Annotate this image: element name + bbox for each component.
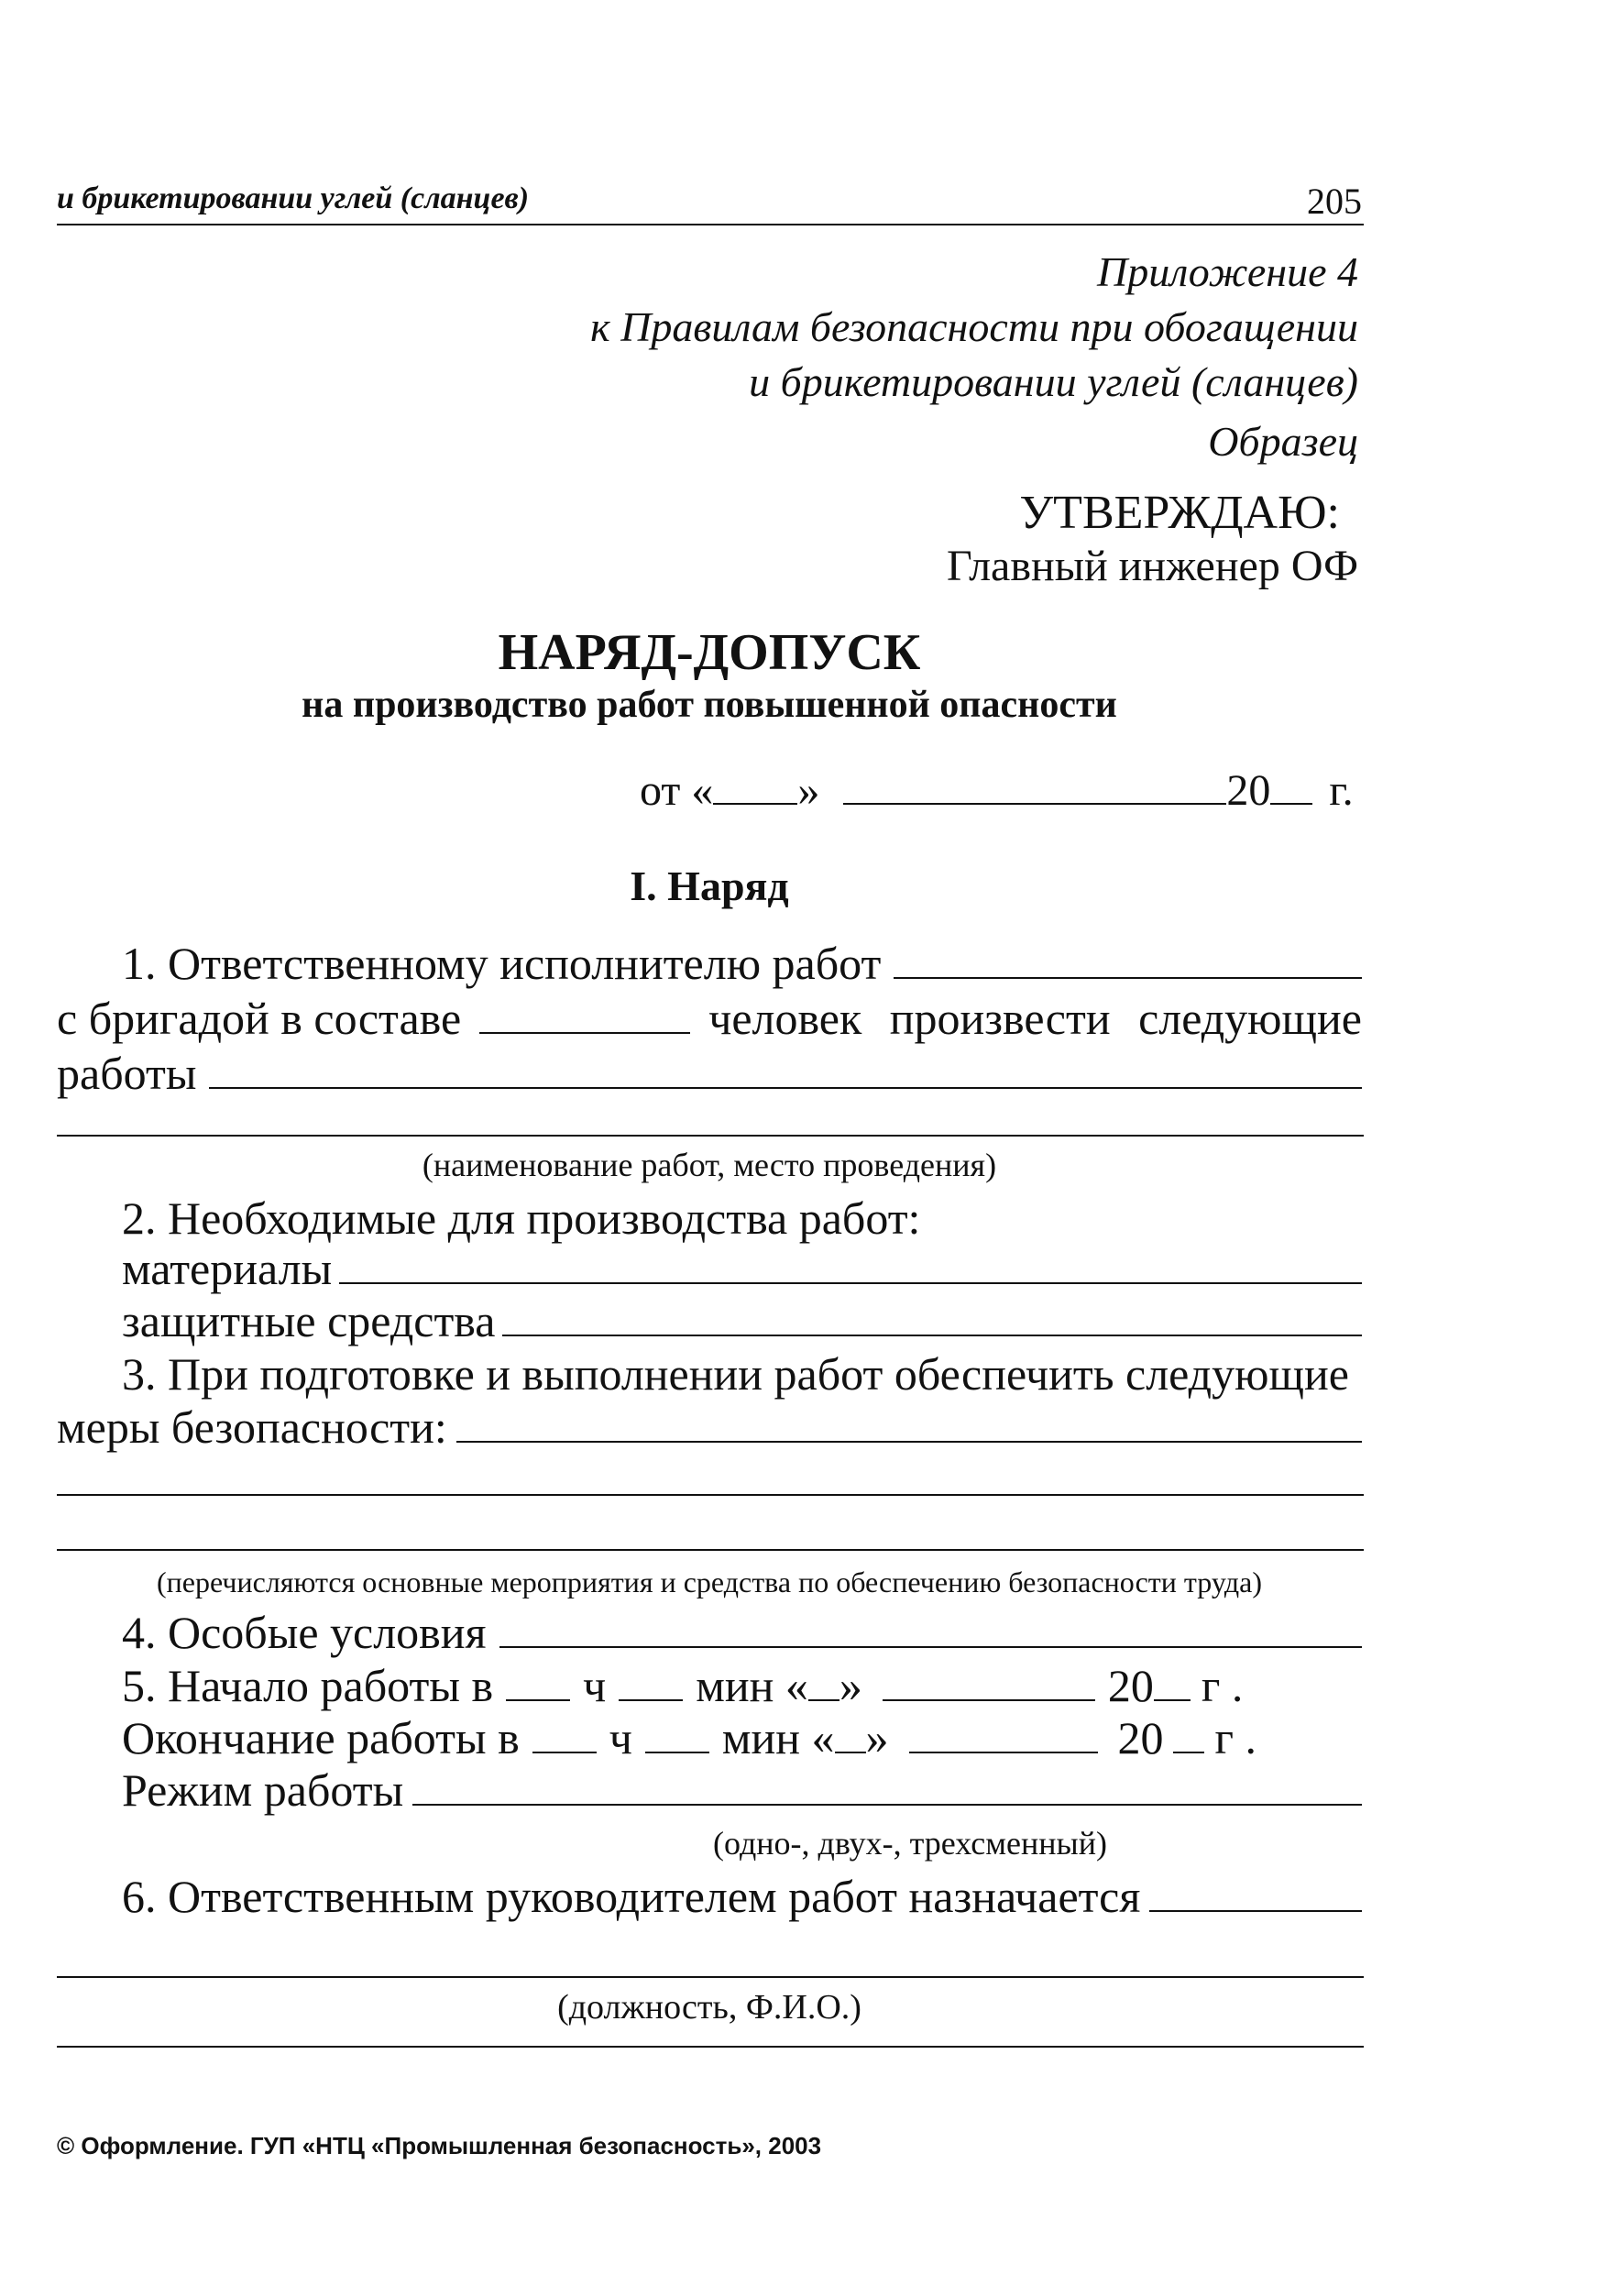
executor-blank[interactable] — [894, 976, 1362, 979]
end-time-line — [57, 1711, 1362, 1764]
item1-text-c: работы — [57, 1048, 197, 1099]
note-position-name: (должность, Ф.И.О.) — [557, 1988, 861, 2027]
date-line — [640, 765, 1354, 816]
running-head: и брикетировании углей (сланцев) — [57, 181, 530, 215]
end-year-blank[interactable] — [1173, 1751, 1204, 1753]
safety-continuation-line-1[interactable] — [57, 1494, 1364, 1496]
date-prefix: от « — [640, 766, 714, 815]
approval-position: Главный инженер ОФ — [946, 542, 1358, 590]
year-blank[interactable] — [1270, 802, 1312, 805]
item4-text: 4. Особые условия — [122, 1607, 487, 1658]
appendix-line-2: и брикетировании углей (сланцев) — [749, 358, 1358, 405]
item6-text: 6. Ответственным руководителем работ назначается — [122, 1871, 1141, 1922]
item1-text-b1: с бригадой в составе — [57, 993, 462, 1044]
note-work-name: (наименование работ, место проведения) — [422, 1147, 997, 1183]
item4-line — [57, 1606, 1362, 1659]
start-year: 20 — [1107, 1660, 1154, 1711]
crew-size-blank[interactable] — [479, 1031, 690, 1034]
work-mode-line — [57, 1763, 1362, 1817]
date-quote-close: » — [797, 766, 820, 815]
end-quote-close: » — [865, 1712, 889, 1763]
start-year-suffix: г . — [1201, 1660, 1244, 1711]
start-year-blank[interactable] — [1154, 1698, 1191, 1701]
manager-continuation-line[interactable] — [57, 1976, 1364, 1978]
item2-heading — [57, 1192, 1362, 1245]
end-year-suffix: г . — [1214, 1712, 1257, 1763]
start-minute-label: мин « — [696, 1660, 808, 1711]
item1-line-b — [57, 992, 1362, 1045]
item2-text: 2. Необходимые для производства работ: — [122, 1192, 921, 1244]
sample-label: Образец — [1208, 418, 1358, 465]
page-number: 205 — [1307, 181, 1362, 222]
item1-text-a: 1. Ответственному исполнителю работ — [122, 938, 882, 989]
section-heading: I. Наряд — [630, 862, 789, 909]
item3-line-a — [57, 1347, 1362, 1401]
end-text: Окончание работы в — [122, 1712, 520, 1763]
end-minute-blank[interactable] — [645, 1751, 709, 1753]
document-title: НАРЯД-ДОПУСК — [498, 624, 921, 681]
works-blank[interactable] — [209, 1086, 1362, 1089]
start-hour-blank[interactable] — [506, 1698, 570, 1701]
item1-line-c — [57, 1047, 1362, 1100]
document-subtitle: на производство работ повышенной опасности — [302, 684, 1117, 726]
item3-line-b — [57, 1401, 1362, 1454]
footer-rule — [57, 2046, 1364, 2048]
works-continuation-line[interactable] — [57, 1135, 1364, 1137]
appendix-label: Приложение 4 — [1096, 248, 1358, 295]
protective-line — [57, 1294, 1362, 1347]
item1-line-a — [57, 937, 1362, 990]
start-text: 5. Начало работы в — [122, 1660, 494, 1711]
approval-title: УТВЕРЖДАЮ: — [1019, 487, 1340, 539]
end-minute-label: мин « — [721, 1712, 835, 1763]
end-hour-blank[interactable] — [532, 1751, 597, 1753]
item3-text-b: меры безопасности: — [57, 1401, 447, 1453]
day-blank[interactable] — [713, 802, 797, 805]
safety-continuation-line-2[interactable] — [57, 1549, 1364, 1551]
materials-label: материалы — [122, 1243, 333, 1294]
date-year: 20 — [1226, 766, 1271, 815]
appendix-line-1: к Правилам безопасности при обогащении — [590, 303, 1358, 350]
start-minute-blank[interactable] — [619, 1698, 683, 1701]
start-hour-label: ч — [583, 1660, 607, 1711]
header-rule — [57, 224, 1364, 225]
end-month-blank[interactable] — [909, 1751, 1098, 1753]
manager-blank[interactable] — [1149, 1909, 1362, 1912]
start-month-blank[interactable] — [883, 1698, 1095, 1701]
start-time-line — [57, 1659, 1362, 1712]
note-safety-measures: (перечисляются основные мероприятия и средства по обеспечению безопасности труда) — [157, 1565, 1262, 1598]
safety-measures-blank[interactable] — [456, 1440, 1362, 1443]
end-day-blank[interactable] — [835, 1751, 866, 1753]
item6-line — [57, 1870, 1362, 1923]
materials-blank[interactable] — [339, 1281, 1362, 1284]
materials-line — [57, 1242, 1362, 1295]
special-conditions-blank[interactable] — [499, 1645, 1362, 1648]
work-mode-label: Режим работы — [122, 1764, 404, 1816]
end-year: 20 — [1117, 1712, 1164, 1763]
protective-label: защитные средства — [122, 1295, 496, 1346]
start-day-blank[interactable] — [808, 1698, 839, 1701]
end-hour-label: ч — [609, 1712, 632, 1763]
work-mode-blank[interactable] — [412, 1803, 1362, 1806]
note-shift: (одно-, двух-, трехсменный) — [713, 1825, 1107, 1862]
protective-blank[interactable] — [502, 1334, 1362, 1336]
item1-text-b2: человек произвести следующие — [708, 993, 1362, 1044]
item3-text-a: 3. При подготовке и выполнении работ обеспечить следующие — [122, 1348, 1349, 1400]
copyright: © Оформление. ГУП «НТЦ «Промышленная безопасность», 2003 — [57, 2132, 822, 2159]
month-blank[interactable] — [843, 802, 1226, 805]
date-suffix: г. — [1329, 766, 1354, 815]
start-quote-close: » — [839, 1660, 862, 1711]
